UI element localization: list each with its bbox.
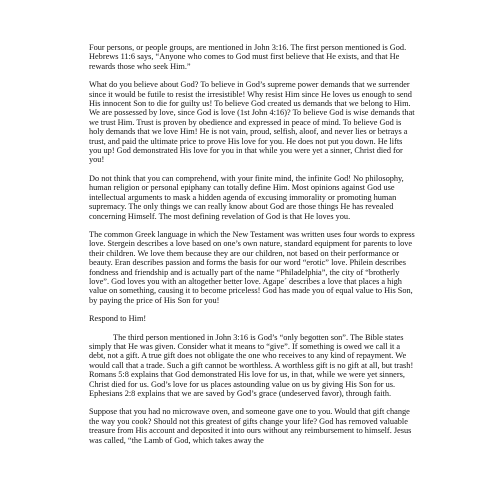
paragraph-believe-about-god: What do you believe about God? To believe in God’s supreme power demands that we surrender since it would be futile to resist the irresistible! Why resist Him since He loves us enough to send His innocent Son to die for guilty us! To believe God created us demands that we belong to Him. We are possessed by love, since God is love (1st John 4:16)? To believe God is wise demands that we trust Him. Trust is proven by obedience and expressed in peace of mind. To believe God is holy demands that we love Him! He is not vain, proud, selfish, aloof, and never lies or betrays a trust, and paid the ultimate price to prove His love for you. He does not put you down. He lifts you up! God demonstrated His love for you in that while you were yet a sinner, Christ died for you!	[89, 80, 415, 165]
document-page	[89, 43, 415, 454]
paragraph-microwave-gift: Suppose that you had no microwave oven, and someone gave one to you. Would that gift change the way you cook? Should not this greatest of gifts change your life? God has removed valuable treasure from His account and deposited it into ours without any reimbursement to himself. Jesus was called, “the Lamb of God, which takes away the	[89, 407, 412, 445]
paragraph-respond: Respond to Him!	[89, 314, 147, 324]
paragraph-greek-words-for-love: The common Greek language in which the New Testament was written uses four words to express love. Stergein describes a love based on one’s own nature, standard equipment for parents to love their children. We love them because they are our children, not based on their performance or beauty. Eran describes passion and forms the basis for our word “erotic” love. Philein describes fondness and friendship and is actually part of the name “Philadelphia”, the city of “brotherly love”. God loves you with an altogether better love. Agape´ describes a love that places a high value on something, causing it to become priceless! God has made you of equal value to His Son, by paying the price of His Son for you!	[89, 229, 415, 305]
paragraph-only-begotten-son: The third person mentioned in John 3:16 is God’s “only begotten son”. The Bible states simply that He was given. Consider what it means to “give”. If something is owed we call it a debt, not a gift. A true gift does not obligate the one who receives to any kind of repayment. We would call that a trade. Such a gift cannot be worthless. A worthless gift is no gift at all, but trash! Romans 5:8 explains that God demonstrated His love for us, in that, while we were yet sinners, Christ died for us. God’s love for us places astounding value on us by giving His Son for us. Ephesians 2:8 explains that we are saved by God’s grace (undeserved favor), through faith.	[89, 332, 414, 398]
paragraph-john-3-16-intro: Four persons, or people groups, are mentioned in John 3:16. The first person mentioned is God. Hebrews 11:6 says, “Anyone who comes to God must first believe that He exists, and that He rewards those who seek Him.”	[89, 43, 407, 71]
paragraph-comprehend-god: Do not think that you can comprehend, with your finite mind, the infinite God! No philosophy, human religion or personal epiphany can totally define Him. Most opinions against God use intellectual arguments to mask a hidden agenda of excusing immorality or promoting human supremacy. The only things we can really know about God are those things He has revealed concerning Himself. The most defining revelation of God is that He loves you.	[89, 173, 404, 221]
